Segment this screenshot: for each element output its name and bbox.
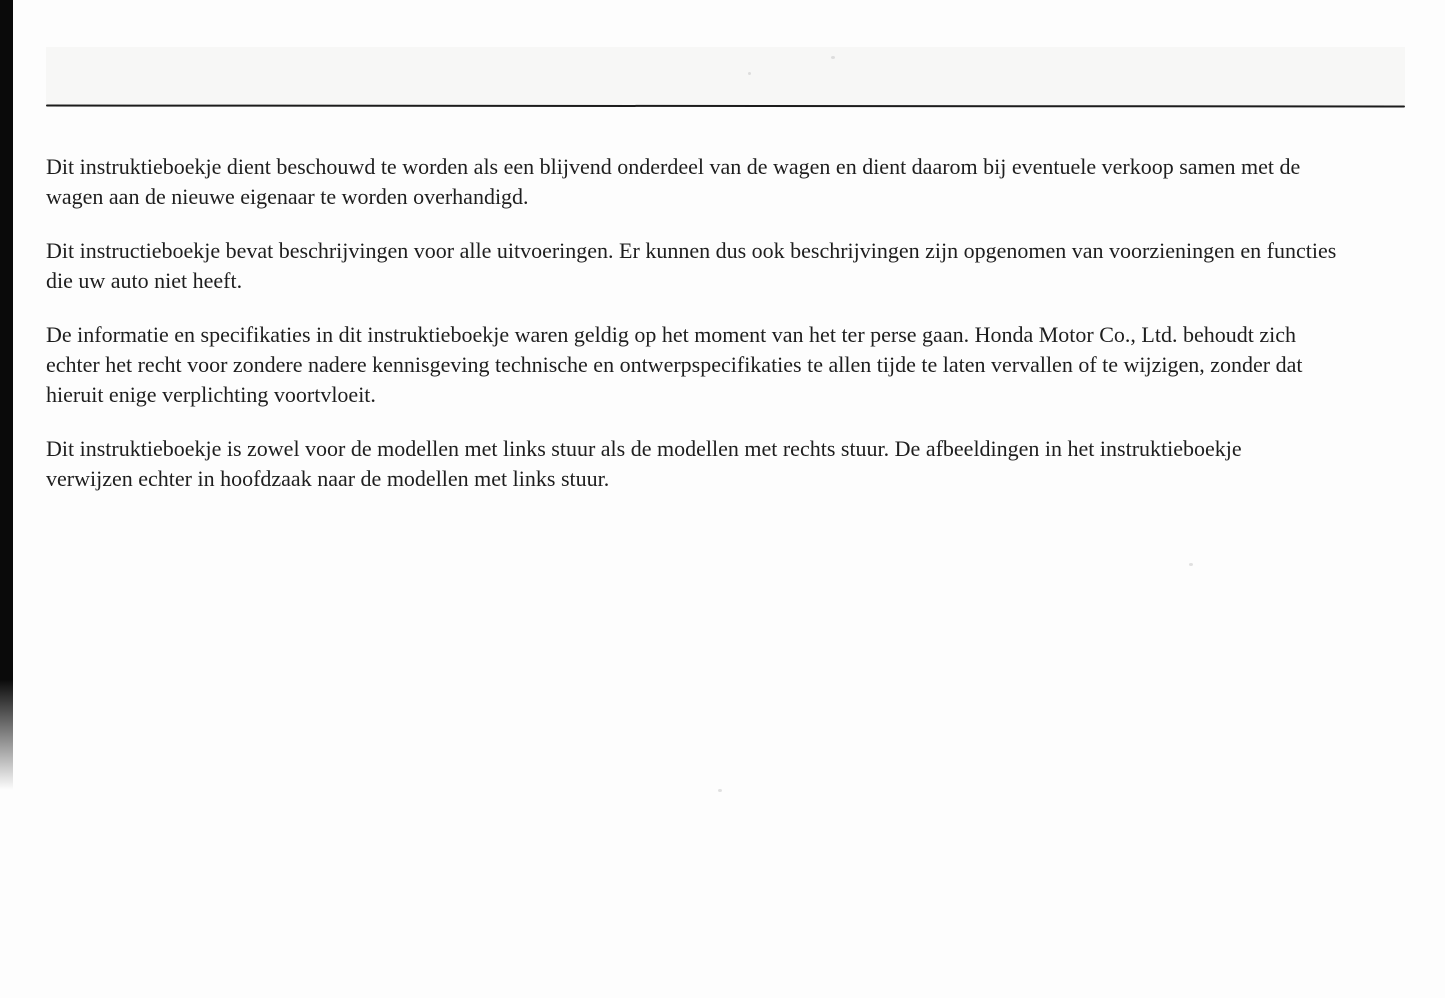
scan-speck (718, 789, 722, 792)
scan-speck (748, 72, 751, 75)
text-line: De informatie en specifikaties in dit instruktieboekje waren geldig op het moment van het ter perse gaan. Honda Motor Co., Ltd. behoudt zich (46, 322, 1296, 347)
header-rule (46, 105, 1405, 108)
text-line: hieruit enige verplichting voortvloeit. (46, 382, 376, 407)
scan-binding-strip (0, 0, 13, 790)
scan-speck (1189, 563, 1193, 566)
scan-speck (831, 56, 835, 59)
text-line: Dit instruktieboekje dient beschouwd te worden als een blijvend onderdeel van de wagen en dient daarom bij eventuele verkoop samen met de (46, 154, 1301, 179)
text-line: echter het recht voor zondere nadere kennisgeving technische en ontwerpspecifikaties te allen tijde te laten vervallen of te wijzigen, zonder dat (46, 352, 1303, 377)
paragraph-steering-models-notice (46, 434, 1412, 494)
text-line: verwijzen echter in hoofdzaak naar de modellen met links stuur. (46, 466, 610, 491)
paragraph-ownership-notice (46, 152, 1412, 212)
page-header-area (46, 47, 1405, 107)
paragraph-specifications-disclaimer (46, 320, 1412, 410)
text-line: Dit instructieboekje bevat beschrijvingen voor alle uitvoeringen. Er kunnen dus ook beschrijvingen zijn opgenomen van voorzieningen en functies (46, 238, 1337, 263)
text-line: die uw auto niet heeft. (46, 268, 243, 293)
paragraph-all-versions-notice (46, 236, 1412, 296)
manual-text (46, 152, 1412, 518)
text-line: Dit instruktieboekje is zowel voor de modellen met links stuur als de modellen met rechts stuur. De afbeeldingen in het instruktieboekje (46, 436, 1242, 461)
text-line: wagen aan de nieuwe eigenaar te worden overhandigd. (46, 184, 529, 209)
